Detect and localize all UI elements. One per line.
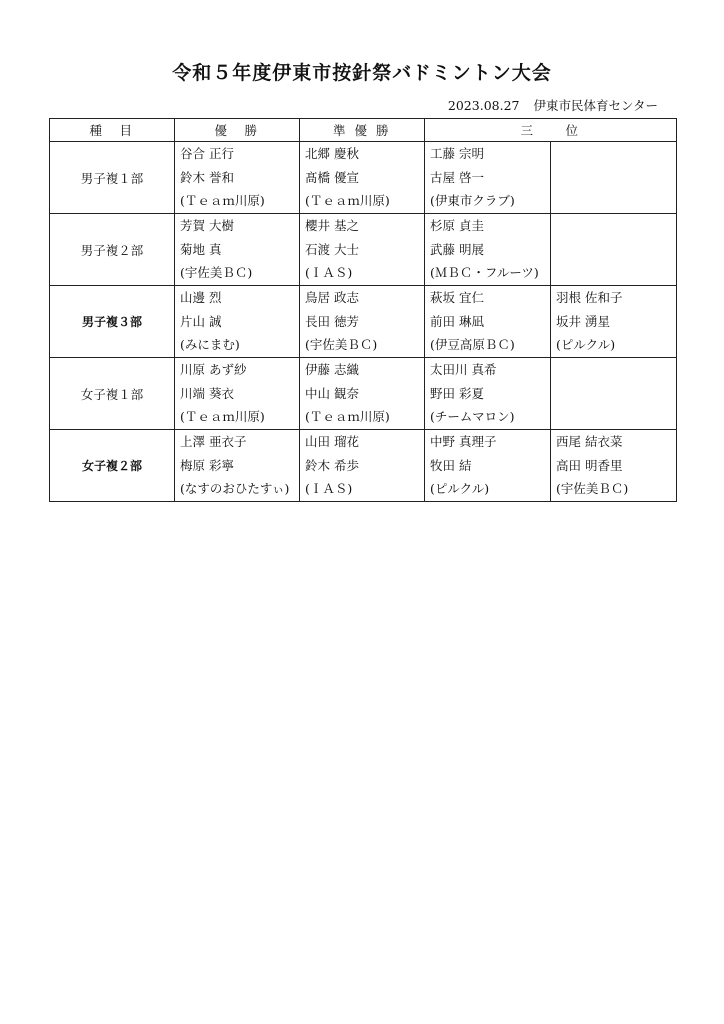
event-venue: 伊東市民体育センター	[533, 98, 658, 113]
player-name: 中野 真理子	[430, 434, 497, 449]
table-row	[50, 142, 677, 214]
player-name: 川原 あず紗	[180, 362, 247, 377]
team-name: (宇佐美ＢＣ)	[180, 265, 253, 280]
header-row	[50, 119, 677, 142]
event-name: 女子複１部	[50, 358, 175, 430]
third-place-cell	[425, 214, 551, 286]
team-name: (ＩＡＳ)	[305, 481, 353, 496]
table-row	[50, 358, 677, 430]
player-name	[551, 382, 676, 406]
player-name: 谷合 正行	[180, 146, 234, 161]
event-name: 女子複２部	[50, 430, 175, 502]
player-name: 伊藤 志織	[305, 362, 359, 377]
player-name: 上澤 亜衣子	[180, 434, 247, 449]
team-name: (ピルクル)	[430, 481, 490, 496]
player-name: 芳賀 大樹	[180, 218, 234, 233]
team-name: (Ｔｅａｍ川原)	[305, 409, 390, 424]
event-name: 男子複１部	[50, 142, 175, 214]
runner-up-cell	[300, 430, 425, 502]
player-name: 古屋 啓一	[430, 169, 484, 185]
header-third: 三 位	[425, 119, 677, 142]
header-runner-up: 準 優 勝	[300, 119, 425, 142]
team-name: (伊豆高原ＢＣ)	[430, 337, 515, 352]
player-name: 中山 観奈	[305, 385, 359, 401]
third-place-cell	[551, 214, 677, 286]
player-name: 工藤 宗明	[430, 146, 484, 161]
header-event: 種 目	[50, 119, 175, 142]
player-name: 鈴木 希歩	[305, 457, 359, 473]
player-name: 杉原 貞圭	[430, 218, 484, 233]
player-name: 鳥居 政志	[305, 290, 359, 305]
third-place-cell	[425, 358, 551, 430]
team-name: (宇佐美ＢＣ)	[556, 481, 629, 496]
player-name	[551, 166, 676, 190]
player-name: 牧田 結	[430, 457, 472, 473]
third-place-cell	[425, 286, 551, 358]
team-name: (ＭＢＣ・フルーツ)	[430, 265, 539, 280]
team-name	[551, 261, 676, 285]
team-name: (伊東市クラブ)	[430, 193, 515, 208]
player-name: 長田 徳芳	[305, 313, 359, 329]
runner-up-cell	[300, 214, 425, 286]
winner-cell	[175, 430, 300, 502]
player-name: 坂井 湧星	[556, 313, 610, 329]
third-place-cell	[551, 142, 677, 214]
third-place-cell	[551, 286, 677, 358]
player-name	[551, 214, 676, 238]
team-name: (宇佐美ＢＣ)	[305, 337, 378, 352]
team-name: (なすのおひたすぃ)	[180, 481, 290, 496]
third-place-cell	[551, 358, 677, 430]
player-name: 羽根 佐和子	[556, 290, 623, 305]
event-name: 男子複２部	[50, 214, 175, 286]
player-name: 山邊 烈	[180, 290, 222, 305]
player-name: 山田 瑠花	[305, 434, 359, 449]
third-place-cell	[551, 430, 677, 502]
runner-up-cell	[300, 142, 425, 214]
event-name: 男子複３部	[50, 286, 175, 358]
winner-cell	[175, 286, 300, 358]
player-name: 北郷 慶秋	[305, 146, 359, 161]
player-name: 川端 葵衣	[180, 385, 234, 401]
winner-cell	[175, 142, 300, 214]
third-place-cell	[425, 430, 551, 502]
event-date: 2023.08.27	[447, 98, 520, 113]
table-row	[50, 286, 677, 358]
team-name	[551, 405, 676, 429]
team-name: (ピルクル)	[556, 337, 616, 352]
player-name: 野田 彩夏	[430, 385, 484, 401]
header-winner: 優 勝	[175, 119, 300, 142]
team-name: (ＩＡＳ)	[305, 265, 353, 280]
runner-up-cell	[300, 358, 425, 430]
table-row	[50, 430, 677, 502]
player-name	[551, 358, 676, 382]
player-name	[551, 238, 676, 262]
player-name: 片山 誠	[180, 313, 222, 329]
player-name: 武藤 明展	[430, 241, 484, 257]
team-name: (Ｔｅａｍ川原)	[180, 193, 265, 208]
player-name: 太田川 真希	[430, 362, 497, 377]
date-venue-line	[448, 96, 658, 114]
player-name: 西尾 結衣菜	[556, 434, 623, 449]
player-name: 萩坂 宜仁	[430, 290, 484, 305]
team-name: (チームマロン)	[430, 409, 515, 424]
player-name: 梅原 彩寧	[180, 457, 234, 473]
team-name: (Ｔｅａｍ川原)	[180, 409, 265, 424]
player-name: 鈴木 誉和	[180, 169, 234, 185]
player-name: 櫻井 基之	[305, 218, 359, 233]
runner-up-cell	[300, 286, 425, 358]
player-name: 髙橋 優宣	[305, 169, 359, 185]
player-name: 高田 明香里	[556, 457, 623, 473]
winner-cell	[175, 214, 300, 286]
team-name: (みにまむ)	[180, 337, 240, 352]
third-place-cell	[425, 142, 551, 214]
team-name	[551, 189, 676, 213]
page-title: 令和５年度伊東市按針祭バドミントン大会	[172, 62, 552, 84]
team-name: (Ｔｅａｍ川原)	[305, 193, 390, 208]
player-name	[551, 142, 676, 166]
player-name: 前田 琳凪	[430, 313, 484, 329]
winner-cell	[175, 358, 300, 430]
player-name: 菊地 真	[180, 241, 222, 257]
player-name: 石渡 大士	[305, 241, 359, 257]
table-row	[50, 214, 677, 286]
results-table	[49, 118, 677, 502]
